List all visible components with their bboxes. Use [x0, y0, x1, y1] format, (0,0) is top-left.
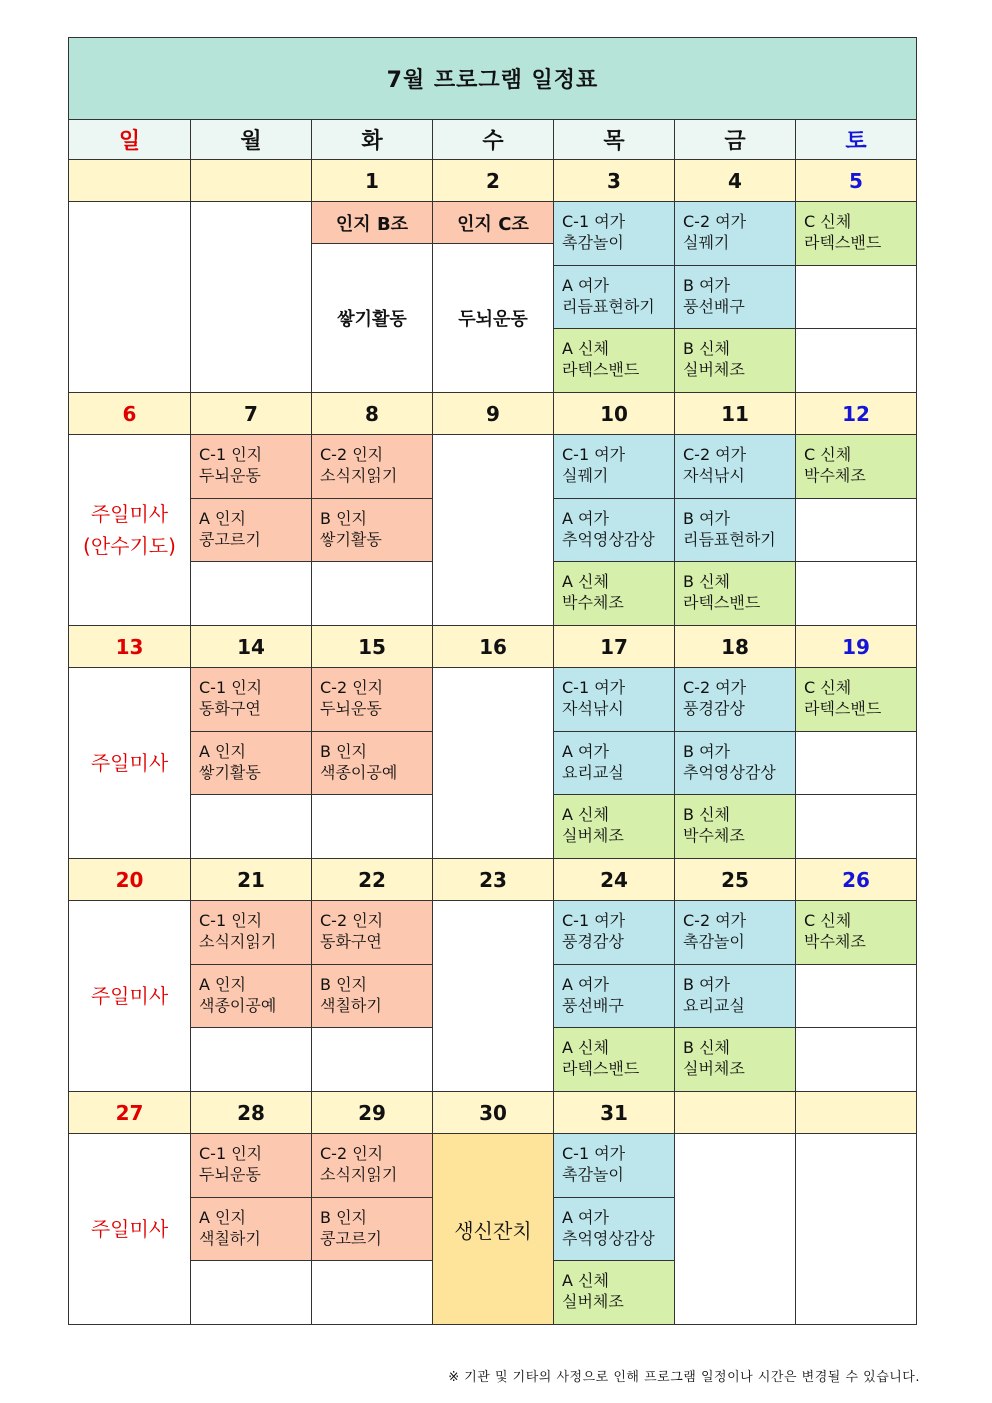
- date-cell: [311, 1091, 433, 1134]
- program-cell: [190, 1133, 312, 1198]
- date-number: 26: [842, 867, 870, 892]
- program-cell: [795, 667, 917, 732]
- date-number: 27: [115, 1100, 144, 1125]
- program-activity: 두뇌운동: [199, 1165, 261, 1184]
- empty-cell: [795, 731, 917, 795]
- empty-cell: [432, 434, 554, 626]
- program-activity: 촉감놀이: [562, 233, 624, 252]
- cognitive-activity-cell: [432, 243, 554, 393]
- program-group: A 신체: [562, 1271, 609, 1290]
- program-group: B 인지: [320, 975, 367, 994]
- program-cell: [553, 328, 675, 393]
- date-number: 21: [237, 867, 265, 892]
- program-group: B 신체: [683, 805, 730, 824]
- weekday-label: 일: [118, 129, 141, 154]
- program-activity: 색종이공예: [199, 996, 277, 1015]
- program-cell: [311, 1133, 433, 1198]
- date-cell: [311, 392, 433, 435]
- date-number: 29: [358, 1100, 386, 1125]
- program-cell: [674, 900, 796, 965]
- date-cell: [68, 392, 191, 435]
- program-cell: [311, 1197, 433, 1261]
- program-group: B 인지: [320, 509, 367, 528]
- date-number: 22: [358, 867, 386, 892]
- sunday-mass: [91, 980, 168, 1012]
- date-number: 28: [237, 1100, 265, 1125]
- empty-cell: [190, 1260, 312, 1325]
- program-group: C-1 인지: [199, 911, 263, 930]
- date-number: 31: [600, 1100, 628, 1125]
- program-group: A 신체: [562, 1038, 609, 1057]
- date-number: 15: [358, 634, 386, 659]
- program-activity: 풍선배구: [683, 297, 745, 316]
- program-cell: [190, 667, 312, 732]
- program-activity: 콩고르기: [199, 530, 261, 549]
- empty-cell: [432, 667, 554, 859]
- program-cell: [795, 201, 917, 266]
- program-cell: [674, 328, 796, 393]
- empty-cell: [795, 328, 917, 393]
- program-group: C-2 여가: [683, 911, 747, 930]
- cognitive-group-label: 인지 C조: [457, 213, 529, 235]
- program-activity: 소식지읽기: [199, 932, 277, 951]
- program-activity: 쌓기활동: [199, 763, 261, 782]
- program-activity: 실꿰기: [683, 233, 730, 252]
- date-number: 24: [600, 867, 628, 892]
- sunday-mass: [83, 498, 176, 562]
- sunday-cell: [68, 667, 191, 859]
- date-cell: [795, 858, 917, 901]
- sunday-mass-label: 주일미사: [90, 502, 169, 526]
- date-number: 12: [842, 401, 870, 426]
- date-cell: [674, 392, 796, 435]
- program-activity: 추억영상감상: [683, 763, 776, 782]
- program-group: A 인지: [199, 1208, 246, 1227]
- program-group: B 여가: [683, 742, 730, 761]
- date-cell: [190, 159, 312, 202]
- date-cell: [432, 858, 554, 901]
- cognitive-group-header: [432, 201, 554, 244]
- weekday-label: 수: [482, 129, 504, 154]
- program-activity: 요리교실: [683, 996, 745, 1015]
- sunday-cell: [68, 201, 191, 393]
- program-group: C-2 여가: [683, 212, 747, 231]
- program-activity: 색칠하기: [320, 996, 382, 1015]
- date-number: 13: [115, 634, 144, 659]
- date-number: 5: [849, 168, 863, 193]
- program-activity: 실꿰기: [562, 466, 609, 485]
- date-cell: [190, 625, 312, 668]
- weekday-label: 목: [603, 129, 625, 154]
- empty-cell: [190, 1027, 312, 1092]
- program-activity: 소식지읽기: [320, 1165, 398, 1184]
- program-group: A 인지: [199, 975, 246, 994]
- program-activity: 두뇌운동: [199, 466, 261, 485]
- program-cell: [674, 964, 796, 1028]
- program-activity: 박수체조: [562, 593, 624, 612]
- program-activity: 두뇌운동: [320, 699, 382, 718]
- weekday-header: [190, 119, 312, 160]
- date-number: 10: [600, 401, 628, 426]
- program-activity: 실버체조: [562, 1292, 624, 1311]
- program-cell: [553, 731, 675, 795]
- program-activity: 실버체조: [683, 360, 745, 379]
- date-number: 1: [365, 168, 379, 193]
- program-group: A 여가: [562, 975, 609, 994]
- program-cell: [674, 201, 796, 266]
- program-group: C-2 여가: [683, 445, 747, 464]
- date-number: 4: [728, 168, 742, 193]
- date-cell: [190, 858, 312, 901]
- program-cell: [553, 667, 675, 732]
- date-cell: [795, 625, 917, 668]
- program-cell: [311, 498, 433, 562]
- program-activity: 풍경감상: [683, 699, 745, 718]
- monthly-schedule-table: [69, 38, 917, 1325]
- program-activity: 리듬표현하기: [562, 297, 655, 316]
- empty-cell: [311, 1027, 433, 1092]
- program-activity: 풍선배구: [562, 996, 624, 1015]
- empty-cell: [190, 794, 312, 859]
- date-number: 6: [122, 401, 137, 426]
- date-number: 18: [721, 634, 749, 659]
- empty-cell: [311, 561, 433, 626]
- empty-cell: [190, 561, 312, 626]
- program-cell: [311, 667, 433, 732]
- program-activity: 콩고르기: [320, 1229, 382, 1248]
- program-activity: 라텍스밴드: [562, 1059, 640, 1078]
- program-group: C-2 여가: [683, 678, 747, 697]
- program-group: B 신체: [683, 572, 730, 591]
- birthday-party-cell: [432, 1133, 554, 1325]
- program-cell: [553, 1260, 675, 1325]
- program-cell: [190, 434, 312, 499]
- program-group: C-2 인지: [320, 678, 384, 697]
- program-cell: [674, 561, 796, 626]
- program-group: C-1 여가: [562, 911, 626, 930]
- program-cell: [553, 1197, 675, 1261]
- date-number: 2: [486, 168, 500, 193]
- date-number: 16: [479, 634, 507, 659]
- sunday-cell: [68, 1133, 191, 1325]
- date-cell: [553, 1091, 675, 1134]
- program-activity: 색칠하기: [199, 1229, 261, 1248]
- date-cell: [795, 392, 917, 435]
- program-cell: [553, 794, 675, 859]
- program-activity: 라텍스밴드: [683, 593, 761, 612]
- program-group: C-1 여가: [562, 1144, 626, 1163]
- sunday-mass-label: 주일미사: [90, 1217, 169, 1241]
- program-group: C 신체: [804, 911, 852, 930]
- date-cell: [674, 159, 796, 202]
- weekday-header: [674, 119, 796, 160]
- program-activity: 동화구연: [320, 932, 382, 951]
- program-activity: 실버체조: [683, 1059, 745, 1078]
- program-activity: 촉감놀이: [683, 932, 745, 951]
- empty-cell: [795, 794, 917, 859]
- program-group: A 신체: [562, 339, 609, 358]
- program-cell: [553, 498, 675, 562]
- empty-cell: [795, 1027, 917, 1092]
- program-activity: 라텍스밴드: [804, 699, 882, 718]
- program-group: C-1 여가: [562, 678, 626, 697]
- program-group: C 신체: [804, 678, 852, 697]
- empty-cell: [674, 1133, 796, 1325]
- weekday-header: [311, 119, 433, 160]
- program-group: C-2 인지: [320, 1144, 384, 1163]
- date-cell: [311, 625, 433, 668]
- program-activity: 풍경감상: [562, 932, 624, 951]
- empty-cell: [795, 964, 917, 1028]
- date-cell: [674, 625, 796, 668]
- date-number: 8: [365, 401, 379, 426]
- empty-cell: [795, 1133, 917, 1325]
- program-group: B 신체: [683, 1038, 730, 1057]
- date-number: 19: [842, 634, 870, 659]
- sunday-mass-sublabel: (안수기도): [83, 534, 176, 558]
- sunday-cell: [68, 900, 191, 1092]
- date-number: 3: [607, 168, 621, 193]
- program-group: B 여가: [683, 276, 730, 295]
- date-cell: [190, 392, 312, 435]
- program-group: B 신체: [683, 339, 730, 358]
- program-group: C 신체: [804, 212, 852, 231]
- program-cell: [190, 498, 312, 562]
- program-cell: [674, 498, 796, 562]
- date-cell: [553, 392, 675, 435]
- weekday-header: [553, 119, 675, 160]
- date-cell: [432, 625, 554, 668]
- program-activity: 촉감놀이: [562, 1165, 624, 1184]
- program-group: C-1 인지: [199, 678, 263, 697]
- program-cell: [190, 1197, 312, 1261]
- program-cell: [311, 434, 433, 499]
- program-activity: 박수체조: [804, 932, 866, 951]
- program-cell: [311, 964, 433, 1028]
- date-cell: [432, 159, 554, 202]
- date-cell: [68, 159, 191, 202]
- program-cell: [674, 434, 796, 499]
- date-cell: [190, 1091, 312, 1134]
- program-activity: 박수체조: [683, 826, 745, 845]
- program-group: A 여가: [562, 742, 609, 761]
- date-cell: [68, 625, 191, 668]
- program-group: C-2 인지: [320, 445, 384, 464]
- program-cell: [674, 1027, 796, 1092]
- cognitive-activity: 두뇌운동: [458, 309, 528, 330]
- weekday-header: [432, 119, 554, 160]
- date-cell: [674, 1091, 796, 1134]
- date-number: 23: [479, 867, 507, 892]
- program-cell: [553, 561, 675, 626]
- empty-cell: [311, 1260, 433, 1325]
- program-group: C-1 인지: [199, 445, 263, 464]
- program-group: B 여가: [683, 975, 730, 994]
- program-activity: 색종이공예: [320, 763, 398, 782]
- program-cell: [674, 265, 796, 329]
- program-group: A 인지: [199, 742, 246, 761]
- program-group: B 인지: [320, 1208, 367, 1227]
- page-title: 7월 프로그램 일정표: [386, 68, 599, 93]
- date-number: 17: [600, 634, 628, 659]
- date-number: 30: [479, 1100, 507, 1125]
- program-group: B 여가: [683, 509, 730, 528]
- cognitive-group-header: [311, 201, 433, 244]
- program-cell: [553, 1027, 675, 1092]
- date-number: 20: [115, 867, 144, 892]
- program-activity: 요리교실: [562, 763, 624, 782]
- weekday-label: 월: [240, 129, 262, 154]
- date-cell: [553, 858, 675, 901]
- weekday-header: [795, 119, 917, 160]
- program-activity: 자석낚시: [562, 699, 624, 718]
- date-cell: [553, 625, 675, 668]
- date-number: 7: [244, 401, 258, 426]
- program-activity: 동화구연: [199, 699, 261, 718]
- program-activity: 소식지읽기: [320, 466, 398, 485]
- program-group: A 여가: [562, 276, 609, 295]
- sunday-mass-label: 주일미사: [90, 751, 169, 775]
- program-activity: 쌓기활동: [320, 530, 382, 549]
- sunday-mass-label: 주일미사: [90, 984, 169, 1008]
- program-cell: [190, 731, 312, 795]
- weekday-label: 금: [724, 129, 746, 154]
- cognitive-activity-cell: [311, 243, 433, 393]
- date-cell: [795, 159, 917, 202]
- sunday-mass: [91, 747, 168, 779]
- date-number: 14: [237, 634, 265, 659]
- date-cell: [311, 858, 433, 901]
- program-cell: [190, 900, 312, 965]
- program-cell: [795, 434, 917, 499]
- program-group: C-2 인지: [320, 911, 384, 930]
- program-group: A 인지: [199, 509, 246, 528]
- weekday-header: [68, 119, 191, 160]
- cognitive-group-label: 인지 B조: [335, 213, 409, 235]
- sunday-mass: [91, 1213, 168, 1245]
- date-cell: [432, 392, 554, 435]
- program-cell: [190, 964, 312, 1028]
- empty-cell: [795, 561, 917, 626]
- date-cell: [68, 858, 191, 901]
- date-cell: [432, 1091, 554, 1134]
- program-cell: [311, 731, 433, 795]
- empty-cell: [190, 201, 312, 393]
- program-activity: 자석낚시: [683, 466, 745, 485]
- program-cell: [553, 265, 675, 329]
- program-group: A 신체: [562, 805, 609, 824]
- date-number: 9: [486, 401, 500, 426]
- date-number: 11: [721, 401, 749, 426]
- program-cell: [795, 900, 917, 965]
- program-cell: [553, 964, 675, 1028]
- program-cell: [674, 667, 796, 732]
- empty-cell: [432, 900, 554, 1092]
- program-group: B 인지: [320, 742, 367, 761]
- date-cell: [68, 1091, 191, 1134]
- program-cell: [311, 900, 433, 965]
- program-activity: 추억영상감상: [562, 1229, 655, 1248]
- empty-cell: [795, 498, 917, 562]
- date-number: 25: [721, 867, 749, 892]
- page-title-cell: [68, 37, 917, 120]
- program-activity: 라텍스밴드: [562, 360, 640, 379]
- program-cell: [553, 201, 675, 266]
- program-cell: [674, 794, 796, 859]
- date-cell: [553, 159, 675, 202]
- sunday-cell: [68, 434, 191, 626]
- cognitive-activity: 쌓기활동: [337, 309, 407, 330]
- weekday-label: 화: [361, 129, 383, 154]
- program-activity: 리듬표현하기: [683, 530, 776, 549]
- program-activity: 실버체조: [562, 826, 624, 845]
- empty-cell: [795, 265, 917, 329]
- program-cell: [553, 1133, 675, 1198]
- program-group: C-1 여가: [562, 212, 626, 231]
- program-cell: [553, 900, 675, 965]
- footnote: ※ 기관 및 기타의 사정으로 인해 프로그램 일정이나 시간은 변경될 수 있습니다.: [448, 1370, 920, 1385]
- program-cell: [553, 434, 675, 499]
- program-group: A 신체: [562, 572, 609, 591]
- program-group: C 신체: [804, 445, 852, 464]
- weekday-label: 토: [845, 129, 867, 154]
- date-cell: [674, 858, 796, 901]
- program-cell: [674, 731, 796, 795]
- birthday-party-label: 생신잔치: [454, 1218, 532, 1243]
- program-group: A 여가: [562, 1208, 609, 1227]
- date-cell: [795, 1091, 917, 1134]
- date-cell: [311, 159, 433, 202]
- program-group: A 여가: [562, 509, 609, 528]
- program-activity: 라텍스밴드: [804, 233, 882, 252]
- program-group: C-1 인지: [199, 1144, 263, 1163]
- program-activity: 추억영상감상: [562, 530, 655, 549]
- program-activity: 박수체조: [804, 466, 866, 485]
- program-group: C-1 여가: [562, 445, 626, 464]
- empty-cell: [311, 794, 433, 859]
